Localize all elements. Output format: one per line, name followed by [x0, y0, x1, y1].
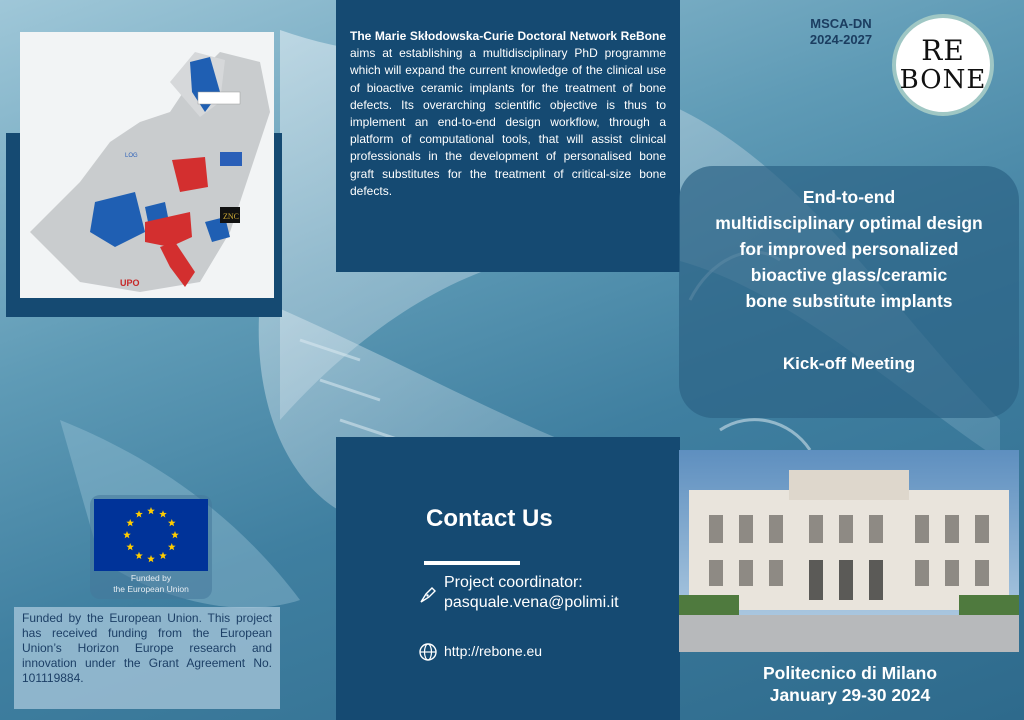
venue-place: Politecnico di Milano	[762, 663, 938, 683]
logo-line1: RE	[921, 34, 965, 67]
eu-star-icon	[147, 507, 155, 514]
logo-line2: BONE	[899, 65, 987, 95]
map-label-log: LOG	[125, 153, 138, 159]
website-link[interactable]: http://rebone.eu	[444, 643, 543, 659]
eu-star-icon	[168, 519, 176, 526]
eu-star-icon	[147, 555, 155, 562]
eu-star-icon	[171, 531, 179, 538]
title-card	[679, 166, 1019, 418]
eu-star-icon	[123, 531, 131, 538]
eu-star-icon	[159, 510, 167, 517]
programme-type: MSCA-DN	[810, 16, 872, 31]
venue-info	[680, 662, 1020, 706]
intro-paragraph	[350, 28, 666, 200]
contact-panel	[336, 437, 680, 720]
rebone-logo	[892, 14, 994, 116]
politecnico-building-photo	[679, 450, 1019, 652]
venue-dates: January 29-30 2024	[769, 685, 931, 705]
programme-years: 2024-2027	[809, 32, 873, 47]
eu-star-icon	[135, 510, 143, 517]
project-title: End-to-end multidisciplinary optimal design for improved personalized bioactive glass/ceramic bone substitute implants	[715, 187, 983, 311]
pen-nib-icon	[418, 585, 438, 605]
intro-lead: The Marie Skłodowska-Curie Doctoral Network ReBone	[350, 29, 666, 43]
contact-heading: Contact Us	[426, 505, 553, 532]
eu-star-icon	[135, 552, 143, 559]
event-name: Kick-off Meeting	[782, 354, 916, 373]
eu-caption-line2: the European Union	[113, 584, 189, 594]
map-label-znc: ZNC	[223, 212, 239, 221]
intro-body: aims at establishing a multidisciplinary PhD programme which will expand the current knowledge of the clinical use of bioactive ceramic implants for the treatment of bone defects. Its overarching scientific objective is thus to implement an end-to-end design workflow, through a platform of computational tools, that will assist clinical professionals in the development of personalised bone graft substitutes for the treatment of critical-size bone defects.	[350, 46, 666, 198]
eu-flag-icon	[94, 499, 208, 571]
partner-map	[20, 32, 274, 298]
eu-star-icon	[126, 543, 134, 550]
contact-divider	[424, 561, 520, 565]
funding-statement: Funded by the European Union. This project has received funding from the European Union’s Horizon Europe research and innovation under the Grant Agreement No. 101119884.	[14, 607, 280, 709]
eu-caption	[90, 573, 212, 595]
eu-star-icon	[168, 543, 176, 550]
eu-caption-line1: Funded by	[130, 573, 172, 583]
globe-icon	[418, 642, 438, 662]
eu-emblem	[90, 495, 212, 599]
coordinator-email-link[interactable]: pasquale.vena@polimi.it	[444, 594, 619, 611]
eu-star-icon	[159, 552, 167, 559]
map-label-upo: UPO	[120, 278, 140, 288]
programme-label	[786, 16, 896, 48]
eu-star-icon	[126, 519, 134, 526]
coordinator-label: Project coordinator:	[444, 574, 583, 591]
intro-panel	[336, 0, 680, 272]
